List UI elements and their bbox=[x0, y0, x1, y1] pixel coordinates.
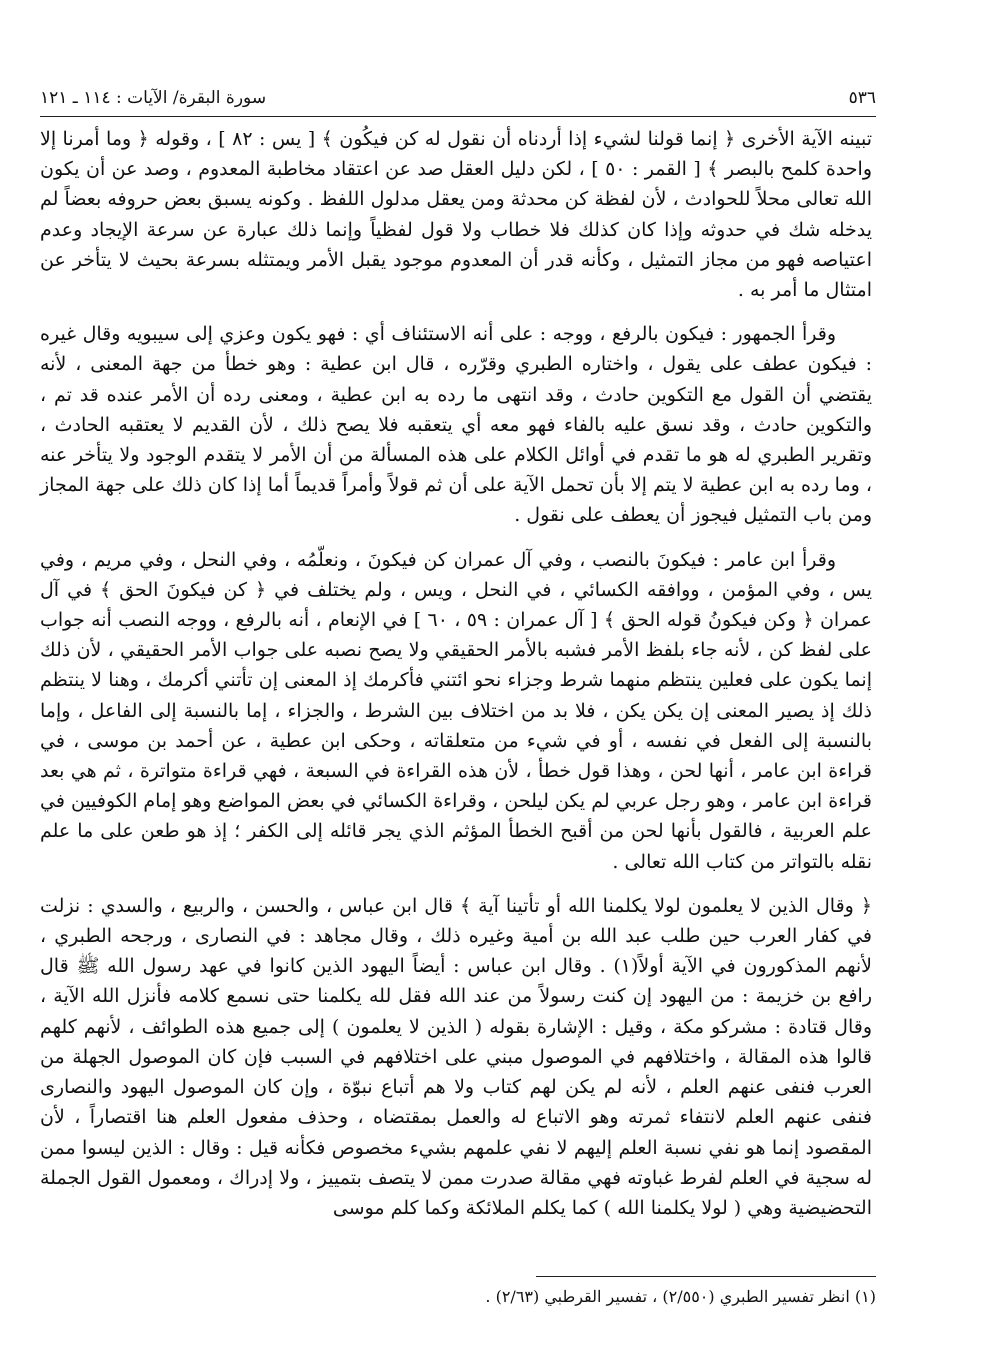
paragraph-3: وقرأ ابن عامر : فيكونَ بالنصب ، وفي آل عمران كن فيكونَ ، ونعلّمُه ، وفي النحل ، وفي مريم ، وفي يس ، وفي المؤمن ، ووافقه الكسائي ، في النحل ، ويس ، ولم يختلف في ﴿ كن فيكونَ الحق ﴾ في آل عمران ﴿ وكن فيكونُ قوله الحق ﴾ [ آل عمران : ٥٩ ، ٦٠ ] في الإنعام ، أنه بالرفع ، ووجه النصب أنه جواب على لفظ كن ، لأنه جاء بلفظ الأمر فشبه بالأمر الحقيقي ولا يصح نصبه على جواب الأمر الحقيقي ، لأن ذلك إنما يكون على فعلين ينتظم منهما شرط وجزاء نحو ائتني فأكرمك إذ المعنى إن تأتني أكرمك ، وهنا لا ينتظم ذلك إذ يصير المعنى إن يكن يكن ، فلا بد من اختلاف بين الشرط ، والجزاء ، إما بالنسبة إلى الفاعل ، وإما بالنسبة إلى الفعل في نفسه ، أو في شيء من متعلقاته ، وحكى ابن عطية ، عن أحمد بن موسى ، في قراءة ابن عامر ، أنها لحن ، وهذا قول خطأ ، لأن هذه القراءة في السبعة ، فهي قراءة متواترة ، ثم هي بعد قراءة ابن عامر ، وهو رجل عربي لم يكن ليلحن ، وقراءة الكسائي في بعض المواضع وهو إمام الكوفيين في علم العربية ، فالقول بأنها لحن من أقبح الخطأ المؤثم الذي يجر قائله إلى الكفر ؛ إذ هو طعن على ما علم نقله بالتواتر من كتاب الله تعالى . bbox=[40, 548, 873, 873]
footnote: (١) انظر تفسير الطبري (٢/٥٥٠) ، تفسير القرطبي (٢/٦٣) . bbox=[485, 1287, 876, 1306]
paragraph-4: ﴿ وقال الذين لا يعلمون لولا يكلمنا الله أو تأتينا آية ﴾ قال ابن عباس ، والحسن ، والربيع ، والسدي : نزلت في كفار العرب حين طلب عبد الله بن أمية وغيره ذلك ، وقال مجاهد : في النصارى ، ورجحه الطبري ، لأنهم المذكورون في الآية أولاً(١) . وقال ابن عباس : أيضاً اليهود الذين كانوا في عهد رسول الله ﷺ قال رافع بن خزيمة : من اليهود إن كنت رسولاً من عند الله فقل لله يكلمنا حتى نسمع كلامه فأنزل الله الآية ، وقال قتادة : مشركو مكة ، وقيل : الإشارة بقوله ( الذين لا يعلمون ) إلى جميع هذه الطوائف ، لأنهم كلهم قالوا هذه المقالة ، واختلافهم في الموصول مبني على اختلافهم في السبب فإن كان الموصول الجهلة من العرب فنفى عنهم العلم ، لأنه لم يكن لهم كتاب ولا هم أتباع نبوّة ، وإن كان الموصول اليهود والنصارى فنفى عنهم العلم لانتفاء ثمرته وهو الاتباع له والعمل بمقتضاه ، وحذف مفعول العلم هنا اقتصاراً ، لأن المقصود إنما هو نفي نسبة العلم إليهم لا نفي علمهم بشيء مخصوص فكأنه قيل : وقال : الذين ليسوا ممن له سجية في العلم لفرط غباوته فهي مقالة صدرت ممن لا يتصف بتمييز ، ولا إدراك ، ومعمول القول الجملة التحضيضية وهي ( لولا يكلمنا الله ) كما يكلم الملائكة وكما كلم موسى bbox=[40, 894, 872, 1219]
page-header bbox=[40, 88, 876, 117]
footnote-divider bbox=[536, 1276, 876, 1277]
paragraph-1: تبينه الآية الأخرى ﴿ إنما قولنا لشيء إذا أردناه أن نقول له كن فيكُون ﴾ [ يس : ٨٢ ] ، وقوله ﴿ وما أمرنا إلا واحدة كلمح بالبصر ﴾ [ القمر : ٥٠ ] ، لكن دليل العقل صد عن اعتقاد مخاطبة المعدوم ، وصد عن أن يكون الله تعالى محلاً للحوادث ، لأن لفظة كن محدثة ومن يعقل مدلول اللفظ . وكونه يسبق بعض حروفه بعضاً لم يدخله شك في حدوثه وإذا كان كذلك فلا خطاب ولا قول لفظياً وإنما ذلك عبارة عن سرعة الإيجاد وعدم اعتياصه فهو من مجاز التمثيل ، وكأنه قدر أن المعدوم موجود يقبل الأمر ويمتثله بسرعة بحيث لا يتأخر عن امتثال ما أمر به . bbox=[40, 128, 872, 302]
running-title: سورة البقرة/ الآيات : ١١٤ ـ ١٢١ bbox=[40, 88, 267, 108]
page-number: ٥٣٦ bbox=[848, 88, 876, 108]
paragraph-2: وقرأ الجمهور : فيكون بالرفع ، ووجه : على أنه الاستئناف أي : فهو يكون وعزي إلى سيبويه وقال غيره : فيكون عطف على يقول ، واختاره الطبري وقرّره ، قال ابن عطية : وهو خطأ من جهة المعنى ، لأنه يقتضي أن القول مع التكوين حادث ، وقد انتهى ما رده به ابن عطية ، ومعنى رده أن الأمر عنده قد تم ، والتكوين حادث ، وقد نسق عليه بالفاء فهو معه أي يتعقبه فلا يصح ذلك ، لأن القديم لا يعتقبه الحادث ، وتقرير الطبري له هو ما تقدم في أوائل الكلام على هذه المسألة من أن الأمر لا يتقدم الوجود ولا يتأخر عنه ، وما رده به ابن عطية لا يتم إلا بأن تحمل الآية على أن ثم قولاً وأمراً قديماً أما إذا كان ذلك على جهة المجاز ومن باب التمثيل فيجوز أن يعطف على نقول . bbox=[40, 323, 872, 527]
main-text bbox=[40, 124, 872, 1223]
